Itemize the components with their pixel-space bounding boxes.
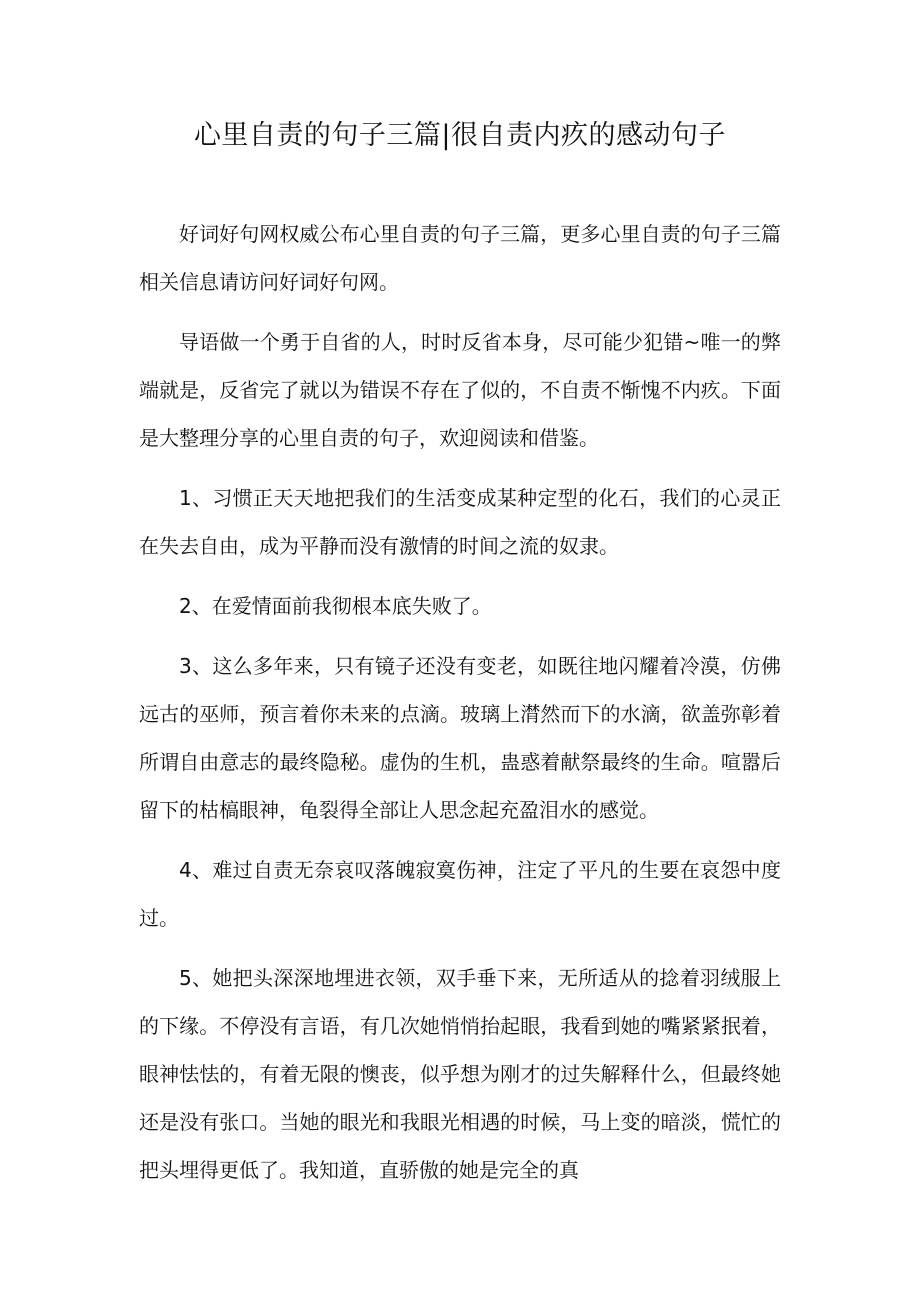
document-body xyxy=(139,210,781,1206)
paragraph-item-2: 2、在爱情面前我彻根本底失败了。 xyxy=(179,594,492,618)
document-title: 心里自责的句子三篇|很自责内疚的感动句子 xyxy=(193,120,727,151)
paragraph-preface: 导语做一个勇于自省的人，时时反省本身，尽可能少犯错~唯一的弊端就是，反省完了就以为错误不存在了似的，不自责不惭愧不内疚。下面是大整理分享的心里自责的句子，欢迎阅读和借鉴。 xyxy=(139,330,781,450)
paragraph-item-1: 1、习惯正天天地把我们的生活变成某种定型的化石，我们的心灵正在失去自由，成为平静而没有激情的时间之流的奴隶。 xyxy=(139,486,781,558)
paragraph-item-4: 4、难过自责无奈哀叹落魄寂寞伤神，注定了平凡的生要在哀怨中度过。 xyxy=(139,858,781,930)
paragraph-item-3: 3、这么多年来，只有镜子还没有变老，如既往地闪耀着冷漠，仿佛远古的巫师，预言着你未来的点滴。玻璃上潸然而下的水滴，欲盖弥彰着所谓自由意志的最终隐秘。虚伪的生机，蛊惑着献祭最终的生命。喧嚣后留下的枯槁眼神，龟裂得全部让人思念起充盈泪水的感觉。 xyxy=(139,654,781,822)
paragraph-intro: 好词好句网权威公布心里自责的句子三篇，更多心里自责的句子三篇相关信息请访问好词好句网。 xyxy=(139,222,781,294)
paragraph-item-5: 5、她把头深深地埋进衣领，双手垂下来，无所适从的捻着羽绒服上的下缘。不停没有言语，有几次她悄悄抬起眼，我看到她的嘴紧紧抿着，眼神怯怯的，有着无限的懊丧，似乎想为刚才的过失解释什么，但最终她还是没有张口。当她的眼光和我眼光相遇的时候，马上变的暗淡，慌忙的把头埋得更低了。我知道，直骄傲的她是完全的真 xyxy=(139,966,781,1182)
